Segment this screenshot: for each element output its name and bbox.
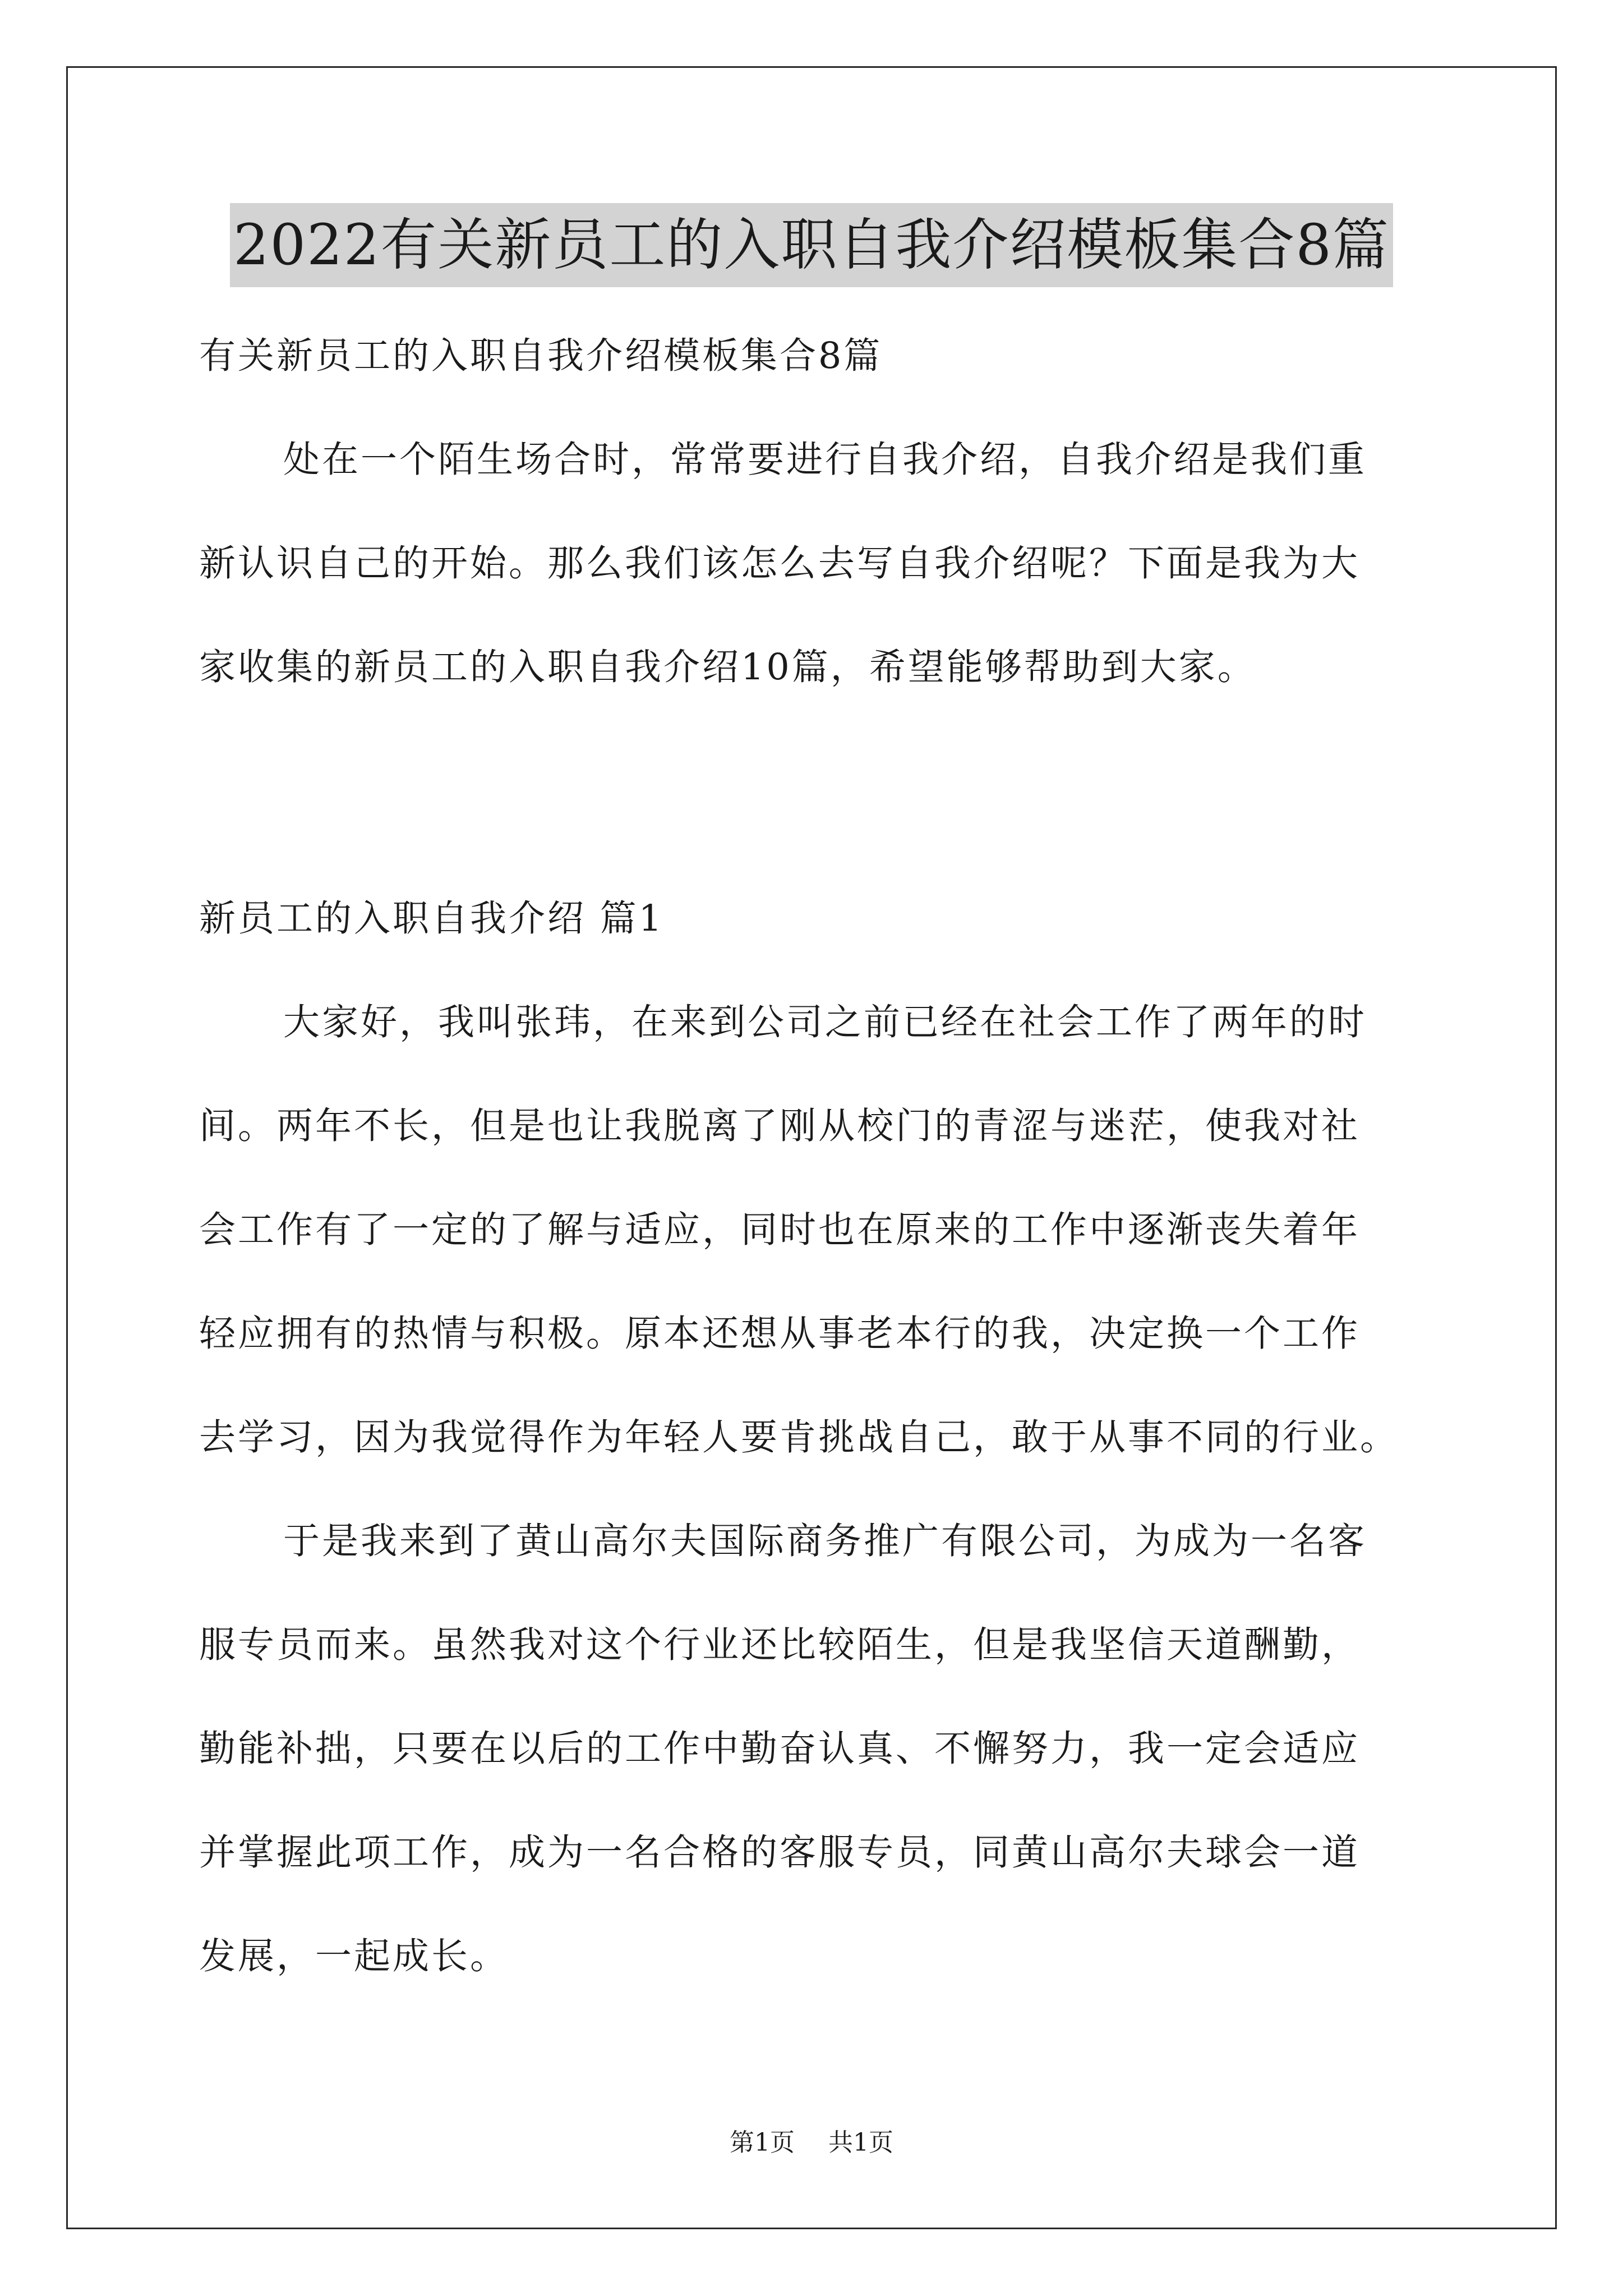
paragraph-line: 会工作有了一定的了解与适应，同时也在原来的工作中逐渐丧失着年 — [199, 1209, 1361, 1251]
document-subtitle: 有关新员工的入职自我介绍模板集合8篇 — [199, 335, 883, 377]
paragraph-line: 去学习，因为我觉得作为年轻人要肯挑战自己，敢于从事不同的行业。 — [199, 1416, 1399, 1458]
paragraph-line: 发展，一起成长。 — [199, 1935, 509, 1977]
document-body — [199, 314, 1430, 2018]
document-title: 2022有关新员工的入职自我介绍模板集合8篇 — [230, 203, 1393, 287]
page-number-current: 第1页 — [730, 2128, 795, 2157]
blank-spacer — [199, 729, 1430, 877]
paragraph-line: 轻应拥有的热情与积极。原本还想从事老本行的我，决定换一个工作 — [199, 1313, 1361, 1355]
intro-line: 处在一个陌生场合时，常常要进行自我介绍，自我介绍是我们重 — [283, 439, 1367, 481]
page-footer — [0, 2126, 1623, 2160]
page-number-total: 共1页 — [828, 2128, 893, 2157]
paragraph-line: 服专员而来。虽然我对这个行业还比较陌生，但是我坚信天道酬勤， — [199, 1624, 1361, 1666]
paragraph-line: 并掌握此项工作，成为一名合格的客服专员，同黄山高尔夫球会一道 — [199, 1832, 1361, 1874]
section-heading: 新员工的入职自我介绍 篇1 — [199, 898, 665, 940]
paragraph-line: 大家好，我叫张玮，在来到公司之前已经在社会工作了两年的时 — [283, 1001, 1367, 1043]
intro-line: 新认识自己的开始。那么我们该怎么去写自我介绍呢？下面是我为大 — [199, 542, 1361, 585]
title-container — [0, 203, 1623, 287]
paragraph-line: 于是我来到了黄山高尔夫国际商务推广有限公司，为成为一名客 — [283, 1520, 1367, 1562]
paragraph-line: 勤能补拙，只要在以后的工作中勤奋认真、不懈努力，我一定会适应 — [199, 1728, 1361, 1770]
paragraph-line: 间。两年不长，但是也让我脱离了刚从校门的青涩与迷茫，使我对社 — [199, 1105, 1361, 1147]
intro-line: 家收集的新员工的入职自我介绍10篇，希望能够帮助到大家。 — [199, 646, 1256, 688]
